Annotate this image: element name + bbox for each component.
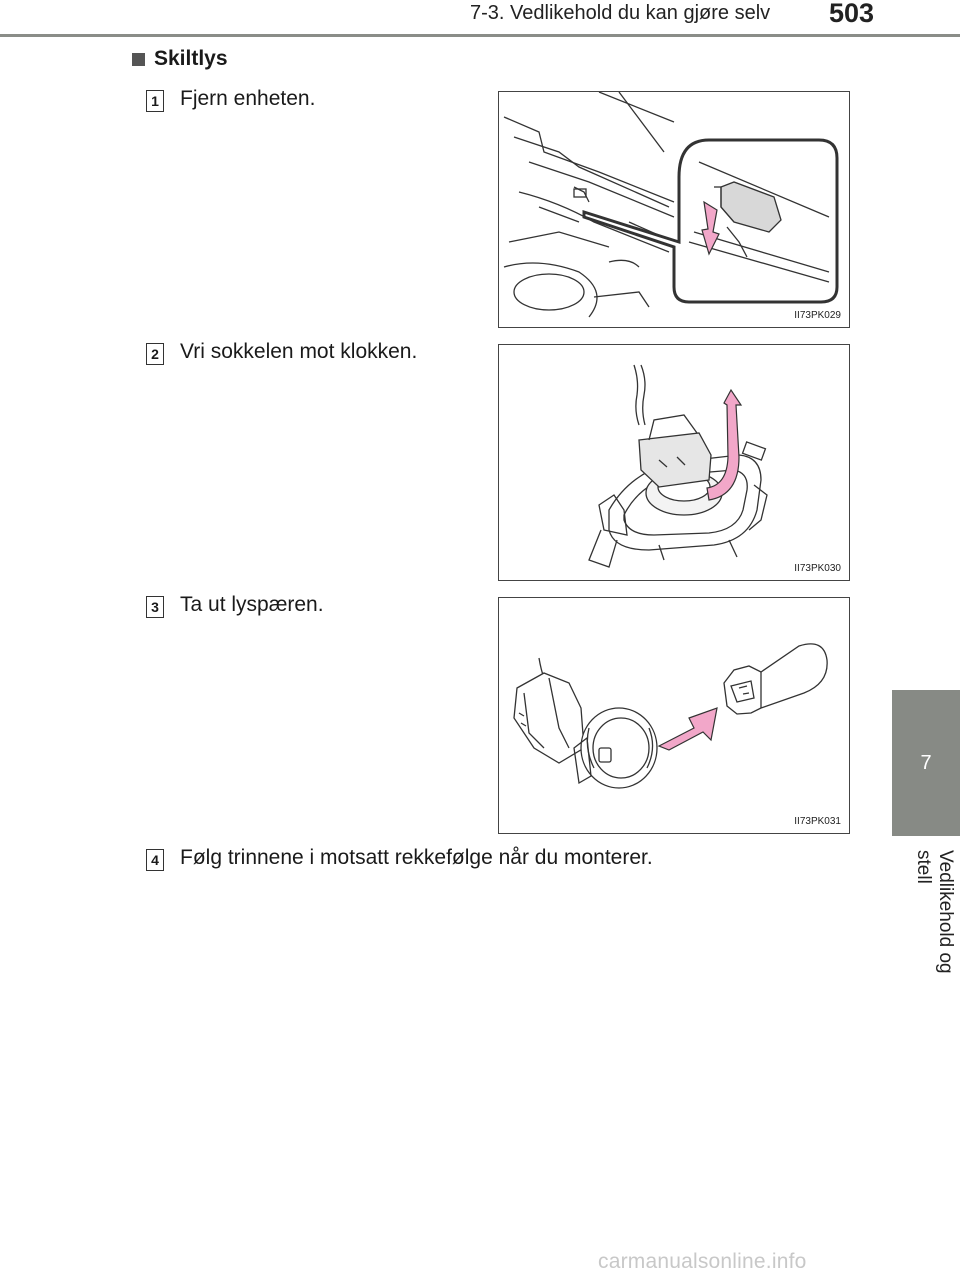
figure-twist-socket xyxy=(498,344,850,581)
chapter-title-vertical: Vedlikehold og stell xyxy=(913,850,956,974)
figure-remove-bulb xyxy=(498,597,850,834)
step-number-badge: 3 xyxy=(146,596,164,618)
watermark: carmanualsonline.info xyxy=(598,1250,807,1273)
header-divider xyxy=(0,34,960,37)
page-number: 503 xyxy=(829,0,875,28)
step-number-badge: 1 xyxy=(146,90,164,112)
bulb-removal-illustration xyxy=(499,598,849,833)
chapter-number: 7 xyxy=(920,751,932,774)
step-text: Vri sokkelen mot klokken. xyxy=(180,340,418,363)
figure-remove-unit xyxy=(498,91,850,328)
figure-code: II73PK029 xyxy=(794,310,841,321)
figure-code: II73PK030 xyxy=(794,563,841,574)
header-section-title: 7-3. Vedlikehold du kan gjøre selv xyxy=(470,2,771,24)
step-text: Fjern enheten. xyxy=(180,87,316,110)
section-heading xyxy=(132,47,228,71)
license-light-unit-illustration xyxy=(499,92,849,327)
figure-code: II73PK031 xyxy=(794,816,841,827)
section-title: Skiltlys xyxy=(154,47,228,70)
square-bullet-icon xyxy=(132,53,145,66)
socket-twist-illustration xyxy=(499,345,849,580)
step-number-badge: 4 xyxy=(146,849,164,871)
step-text: Følg trinnene i motsatt rekkefølge når du monterer. xyxy=(180,846,653,869)
step-text: Ta ut lyspæren. xyxy=(180,593,324,616)
step-number-badge: 2 xyxy=(146,343,164,365)
chapter-tab xyxy=(892,690,960,836)
